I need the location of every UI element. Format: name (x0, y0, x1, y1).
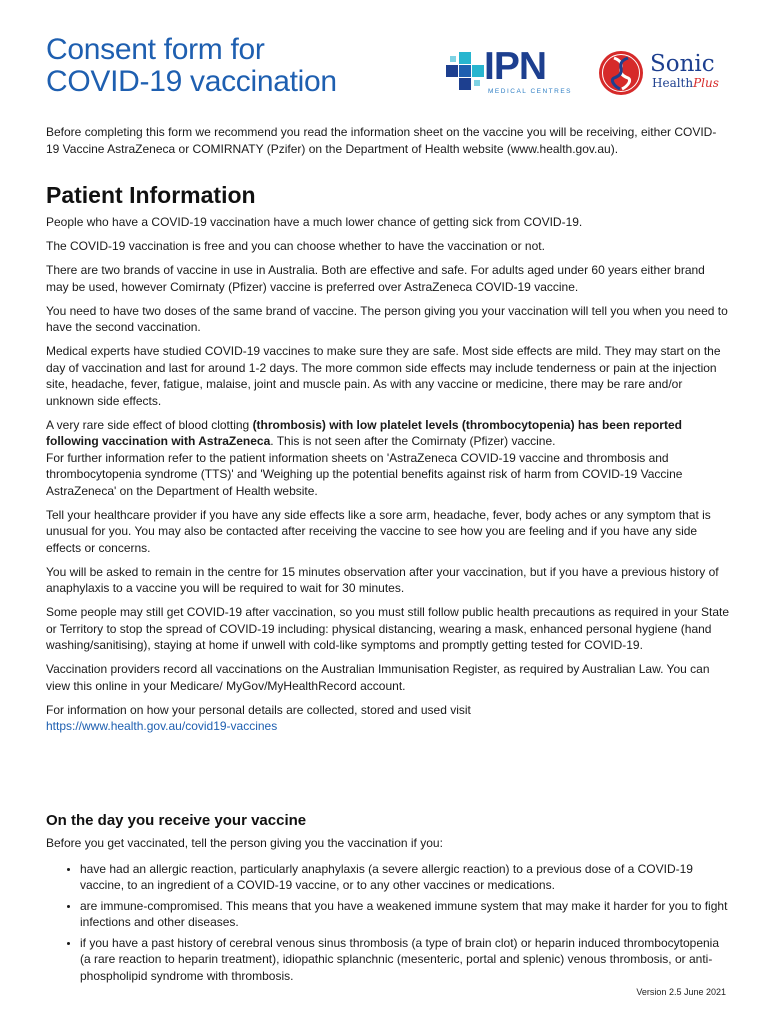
vaccine-day-section (46, 835, 730, 988)
list-item: • are immune-compromised. This means that you have a weakened immune system that may make it harder for you to fight infections and other diseases. (80, 898, 730, 931)
list-item: • have had an allergic reaction, particularly anaphylaxis (a severe allergic reaction) to a previous dose of a COVID-19 vaccine, to an ingredient of a COVID-19 vaccine, or to any other vaccines or medications. (80, 861, 730, 894)
info-paragraph: You need to have two doses of the same brand of vaccine. The person giving you your vaccination will tell you when you need to have the second vaccination. (46, 303, 728, 334)
info-paragraph: Tell your healthcare provider if you have any side effects like a sore arm, headache, fever, body aches or any symptom that is unusual for you. You may also be contacted after receiving the vaccine to see how you are feeling and if you have any side effects or concerns. (46, 507, 711, 555)
info-paragraph: People who have a COVID-19 vaccination have a much lower chance of getting sick from COVID-19. (46, 215, 583, 229)
title-line-1: Consent form for (46, 33, 265, 66)
sonic-health-plus-logo (598, 50, 726, 96)
thrombosis-highlight: (thrombosis) with low platelet levels (thrombocytopenia) has been reported following vaccination with AstraZeneca (46, 417, 682, 448)
sonic-logo-name: Sonic (650, 51, 715, 77)
health-website-link[interactable]: https://www.health.gov.au/covid19-vaccines (46, 719, 278, 733)
title-line-2: COVID-19 vaccination (46, 65, 337, 98)
info-paragraph: You will be asked to remain in the centre for 15 minutes observation after your vaccination, but if you have a previous history of anaphylaxis to a vaccine you will be required to wait for 30 minutes. (46, 564, 719, 595)
sonic-helix-icon (598, 50, 644, 96)
info-paragraph: For information on how your personal details are collected, stored and used visit (46, 702, 471, 717)
vaccine-day-lead: Before you get vaccinated, tell the person giving you the vaccination if you: (46, 836, 443, 850)
ipn-cross-icon (446, 52, 484, 90)
health-website-link-line (46, 718, 730, 735)
sonic-logo-subtitle (652, 76, 719, 90)
info-paragraph: For further information refer to the patient information sheets on 'AstraZeneca COVID-19 vaccine and thrombosis and thrombocytopenia syndrome (TTS)' and 'Weighing up the potential benefits against risk of harm from COVID-19 Vaccine AstraZeneca' on the Department of Health website. (46, 450, 683, 498)
thrombosis-text-start: A very rare side effect of blood clotting (46, 417, 253, 432)
precaution-list (46, 861, 730, 985)
info-paragraph: Vaccination providers record all vaccinations on the Australian Immunisation Register, as required by Australian Law. You can view this online in your Medicare/ MyGov/MyHealthRecord account. (46, 662, 710, 693)
ipn-logo-subtitle: MEDICAL CENTRES (488, 88, 573, 95)
sonic-plus-text: Plus (693, 76, 719, 90)
sonic-health-text: Health (652, 76, 694, 90)
info-paragraph: Some people may still get COVID-19 after vaccination, so you must still follow public health precautions as required in your State or Territory to stop the spread of COVID-19 including: physical distancing, wearing a mask, enhanced personal hygiene (hand washing/sanitising), staying at home if unwell with cold-like symptoms and promptly getting tested for COVID-19. (46, 605, 730, 652)
ipn-logo-text: IPN (484, 45, 547, 88)
info-paragraph: The COVID-19 vaccination is free and you can choose whether to have the vaccination or not. (46, 239, 545, 253)
list-item: • if you have a past history of cerebral venous sinus thrombosis (a type of brain clot) or heparin induced thrombocytopenia (a rare reaction to heparin treatment), idiopathic splanchnic (mesenteric, portal and splenic) venous thrombosis, or anti-phospholipid syndrome with thrombosis. (80, 935, 730, 985)
page-title (46, 34, 337, 98)
ipn-logo (446, 45, 586, 100)
thrombosis-text-end: . This is not seen after the Comirnaty (Pfizer) vaccine. (270, 434, 556, 448)
version-label: Version 2.5 June 2021 (636, 987, 726, 997)
patient-information-section (46, 214, 730, 742)
info-paragraph: Medical experts have studied COVID-19 vaccines to make sure they are safe. Most side effects are mild. They may start on the day of vaccination and last for around 1-2 days. The more common side effects may include tenderness or pain at the injection site, headache, fever, fatigue, malaise, joint and muscle pain. As with any vaccine or medicine, there may be rare and/or unknown side effects. (46, 344, 721, 408)
info-paragraph: There are two brands of vaccine in use in Australia. Both are effective and safe. For adults aged under 60 years either brand may be used, however Comirnaty (Pfizer) vaccine is preferred over AstraZeneca COVID-19 vaccine. (46, 263, 705, 294)
thrombosis-paragraph (46, 417, 730, 450)
intro-paragraph: Before completing this form we recommend you read the information sheet on the vaccine you will be receiving, either COVID-19 Vaccine AstraZeneca or COMIRNATY (Pzifer) on the Department of Health website (www.health.gov.au). (46, 125, 717, 156)
patient-information-heading: Patient Information (46, 182, 256, 208)
vaccine-day-heading: On the day you receive your vaccine (46, 812, 307, 829)
